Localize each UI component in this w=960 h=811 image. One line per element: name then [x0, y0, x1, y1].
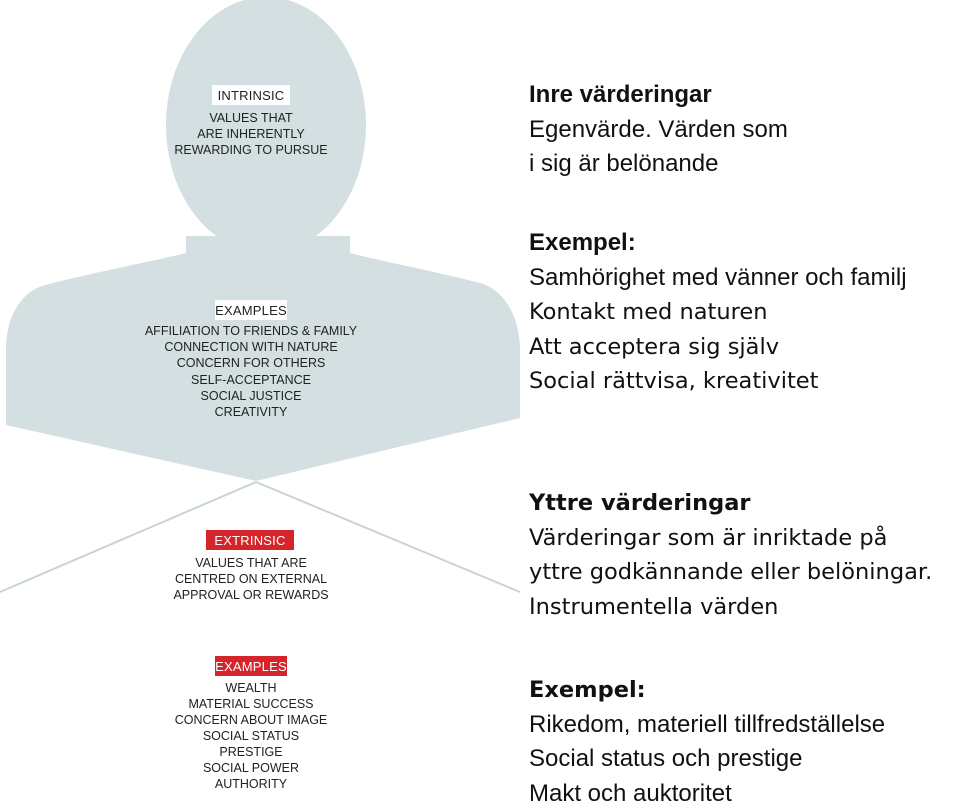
intrinsic-example-3: CONCERN FOR OTHERS	[176, 356, 326, 370]
inner-example-3: Att acceptera sig själv	[529, 333, 780, 360]
outer-heading: Yttre värderingar	[529, 490, 751, 516]
extrinsic-example-3: CONCERN ABOUT IMAGE	[174, 713, 328, 727]
intrinsic-desc-3: REWARDING TO PURSUE	[174, 143, 328, 157]
inner-examples-heading: Exempel:	[529, 229, 636, 256]
intrinsic-desc-2: ARE INHERENTLY	[197, 127, 305, 141]
intrinsic-example-4: SELF-ACCEPTANCE	[191, 373, 311, 387]
extrinsic-desc-1: VALUES THAT ARE	[195, 556, 307, 570]
intrinsic-desc-1: VALUES THAT	[209, 111, 293, 125]
inner-heading: Inre värderingar	[529, 81, 712, 108]
inner-example-2: Kontakt med naturen	[529, 299, 768, 325]
extrinsic-examples-tag: EXAMPLES	[215, 659, 287, 674]
intrinsic-example-1: AFFILIATION TO FRIENDS & FAMILY	[144, 324, 358, 338]
outer-example-3: Makt och auktoritet	[529, 779, 732, 807]
outer-line-2: yttre godkännande eller belöningar.	[529, 559, 933, 585]
extrinsic-tag: EXTRINSIC	[214, 533, 286, 548]
inner-example-4: Social rättvisa, kreativitet	[529, 368, 819, 394]
intrinsic-example-5: SOCIAL JUSTICE	[200, 389, 302, 403]
extrinsic-example-6: SOCIAL POWER	[202, 761, 300, 775]
extrinsic-example-2: MATERIAL SUCCESS	[188, 697, 314, 711]
outer-example-2: Social status och prestige	[529, 745, 803, 772]
inner-line-1: Egenvärde. Värden som	[529, 115, 788, 143]
extrinsic-example-7: AUTHORITY	[214, 777, 288, 791]
outer-example-1: Rikedom, materiell tillfredställelse	[529, 710, 886, 738]
extrinsic-example-4: SOCIAL STATUS	[202, 729, 300, 743]
inner-values-block	[529, 78, 788, 182]
inner-example-1: Samhörighet med vänner och familj	[529, 263, 907, 291]
extrinsic-desc-2: CENTRED ON EXTERNAL	[174, 572, 328, 586]
outer-line-1: Värderingar som är inriktade på	[529, 524, 888, 551]
extrinsic-example-1: WEALTH	[225, 681, 277, 695]
outer-examples-block	[529, 673, 885, 811]
inner-line-2: i sig är belönande	[529, 150, 719, 177]
inner-examples-block	[529, 226, 907, 399]
outer-line-3: Instrumentella värden	[529, 593, 779, 620]
extrinsic-example-5: PRESTIGE	[219, 745, 283, 759]
extrinsic-desc-3: APPROVAL OR REWARDS	[173, 588, 329, 602]
outer-examples-heading: Exempel:	[529, 677, 646, 703]
outer-values-block	[529, 486, 932, 624]
intrinsic-example-6: CREATIVITY	[214, 405, 288, 419]
intrinsic-example-2: CONNECTION WITH NATURE	[164, 340, 338, 354]
intrinsic-examples-tag: EXAMPLES	[215, 303, 287, 318]
intrinsic-tag: INTRINSIC	[217, 88, 285, 103]
